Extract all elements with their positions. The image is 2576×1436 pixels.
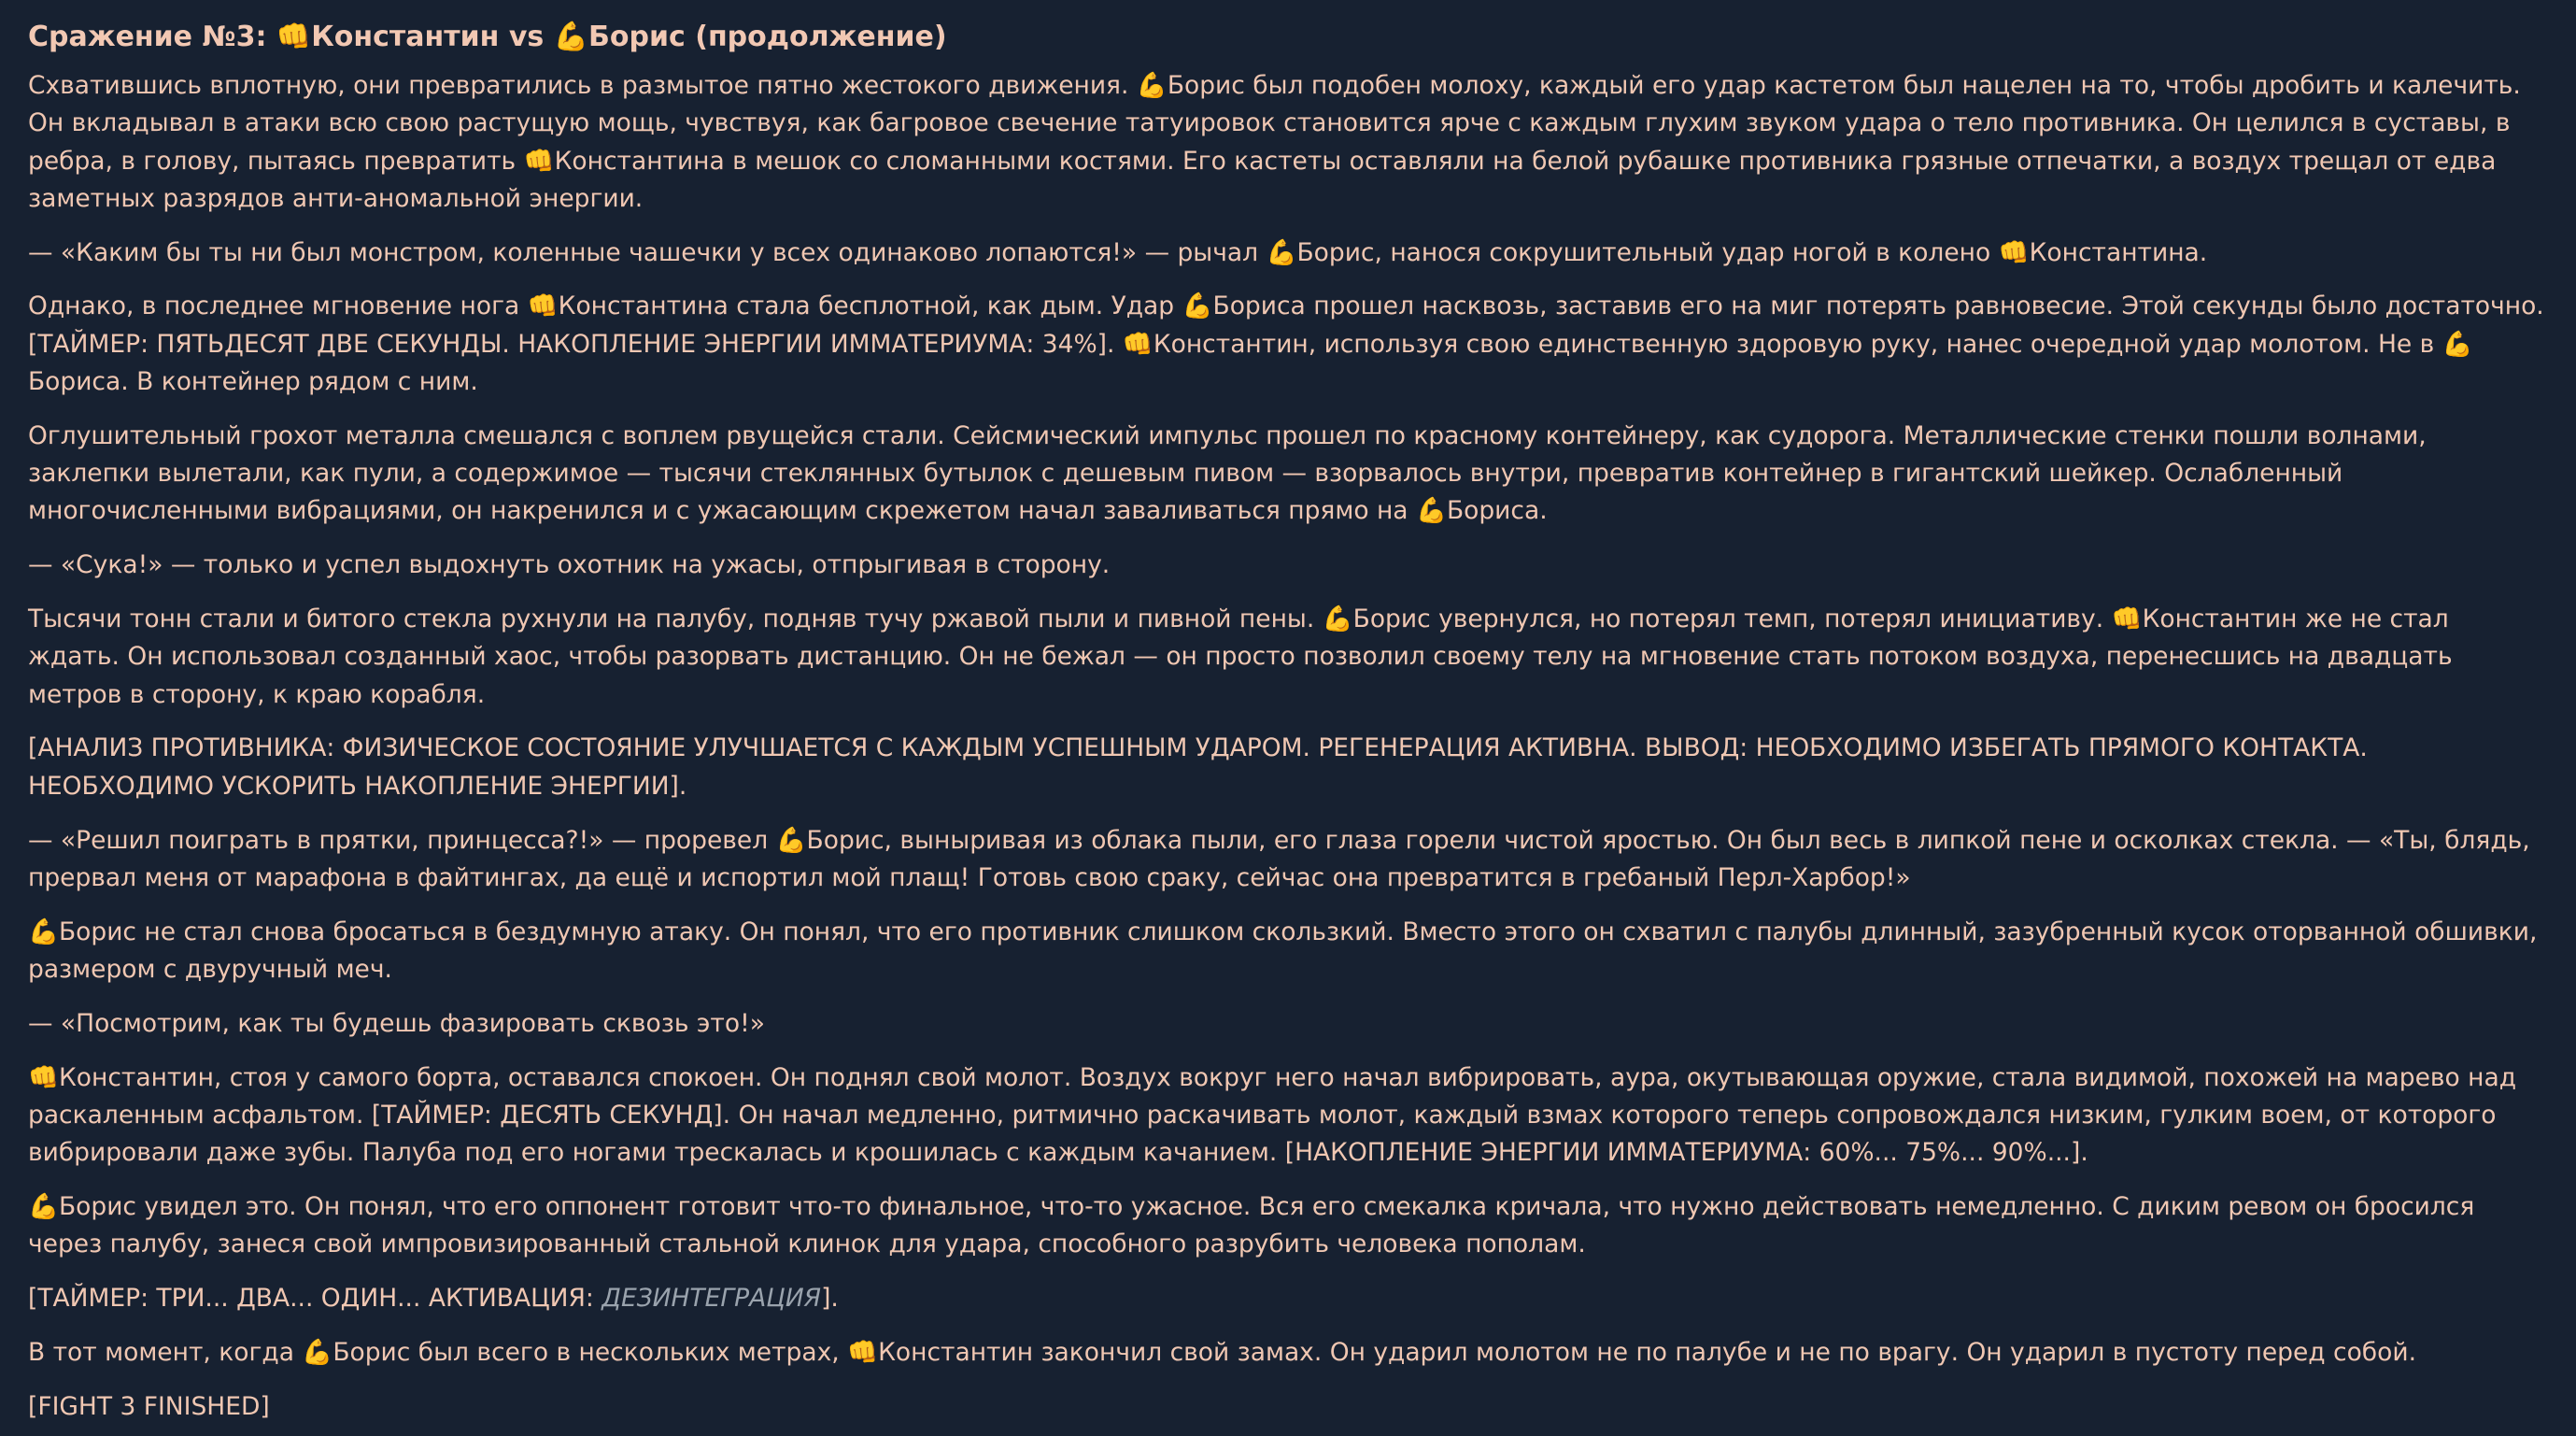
- story-paragraph-9: 💪Борис не стал снова бросаться в бездумную атаку. Он понял, что его противник слишком скользкий. Вместо этого он схватил с палубы длинный, зазубренный кусок оторванной обшивки, размером с двуручный меч.: [28, 917, 2538, 984]
- story-paragraph-6: Тысячи тонн стали и битого стекла рухнули на палубу, подняв тучу ржавой пыли и пивной пены. 💪Борис увернулся, но потерял темп, потерял инициативу. 👊Константин же не стал ждать. Он использовал созданный хаос, чтобы разорвать дистанцию. Он не бежал — он просто позволил своему телу на мгновение стать потоком воздуха, перенесшись на двадцать метров в сторону, к краю корабля.: [28, 604, 2453, 709]
- activation-line: [28, 1280, 2548, 1317]
- story-paragraph-12: 💪Борис увидел это. Он понял, что его оппонент готовит что-то финальное, что-то ужасное. Вся его смекалка кричала, что нужно действовать немедленно. С диким ревом он бросился через палубу, занеся свой импровизированный стальной клинок для удара, способного разрубить человека пополам.: [28, 1191, 2475, 1259]
- story-paragraph-5: — «Сука!» — только и успел выдохнуть охотник на ужасы, отпрыгивая в сторону.: [28, 550, 1111, 580]
- story-closing-paragraph: В тот момент, когда 💪Борис был всего в нескольких метрах, 👊Константин закончил свой замах. Он ударил молотом не по палубе и не по врагу. Он ударил в пустоту перед собой.: [28, 1337, 2417, 1367]
- story-paragraph-1: Схватившись вплотную, они превратились в размытое пятно жестокого движения. 💪Борис был подобен молоху, каждый его удар кастетом был нацелен на то, чтобы дробить и калечить. Он вкладывал в атаки всю свою растущую мощь, чувствуя, как багровое свечение татуировок становится ярче с каждым глухим звуком удара о тело противника. Он целился в суставы, в ребра, в голову, пытаясь превратить 👊Константина в мешок со сломанными костями. Его кастеты оставляли на белой рубашке противника грязные отпечатки, а воздух трещал от едва заметных разрядов анти-аномальной энергии.: [28, 71, 2521, 213]
- fight-finished-line: [FIGHT 3 FINISHED]: [28, 1391, 270, 1421]
- story-paragraph-3: Однако, в последнее мгновение нога 👊Константина стала бесплотной, как дым. Удар 💪Бориса прошел насквозь, заставив его на миг потерять равновесие. Этой секунды было достаточно. [ТАЙМЕР: ПЯТЬДЕСЯТ ДВЕ СЕКУНДЫ. НАКОПЛЕНИЕ ЭНЕРГИИ ИММАТЕРИУМА: 34%]. 👊Константин, используя свою единственную здоровую руку, нанес очередной удар молотом. Не в 💪Бориса. В контейнер рядом с ним.: [28, 291, 2544, 397]
- activation-prefix: [ТАЙМЕР: ТРИ... ДВА... ОДИН... АКТИВАЦИЯ:: [28, 1284, 602, 1314]
- story-paragraph-11: 👊Константин, стоя у самого борта, оставался спокоен. Он поднял свой молот. Воздух вокруг него начал вибрировать, аура, окутывающая оружие, стала видимой, похожей на марево над раскаленным асфальтом. [ТАЙМЕР: ДЕСЯТЬ СЕКУНД]. Он начал медленно, ритмично раскачивать молот, каждый взмах которого теперь сопровождался низким, гулким воем, от которого вибрировали даже зубы. Палуба под его ногами трескалась и крошилась с каждым качанием. [НАКОПЛЕНИЕ ЭНЕРГИИ ИММАТЕРИУМА: 60%... 75%... 90%...].: [28, 1062, 2517, 1168]
- activation-suffix: ].: [821, 1284, 839, 1314]
- story-paragraph-10: — «Посмотрим, как ты будешь фазировать сквозь это!»: [28, 1008, 765, 1038]
- story-paragraph-4: Оглушительный грохот металла смешался с воплем рвущейся стали. Сейсмический импульс прошел по красному контейнеру, как судорога. Металлические стенки пошли волнами, заклепки вылетали, как пули, а содержимое — тысячи стеклянных бутылок с дешевым пивом — взорвалось внутри, превратив контейнер в гигантский шейкер. Ослабленный многочисленными вибрациями, он накренился и с ужасающим скрежетом начал заваливаться прямо на 💪Бориса.: [28, 420, 2427, 526]
- message-title: Сражение №3: 👊Константин vs 💪Борис (продолжение): [28, 21, 947, 53]
- story-paragraph-8: — «Решил поиграть в прятки, принцесса?!» — проревел 💪Борис, выныривая из облака пыли, его глаза горели чистой яростью. Он был весь в липкой пене и осколках стекла. — «Ты, блядь, прервал меня от марафона в файтингах, да ещё и испортил мой плащ! Готовь свою сраку, сейчас она превратится в гребаный Перл-Харбор!»: [28, 825, 2530, 892]
- story-paragraph-7: [АНАЛИЗ ПРОТИВНИКА: ФИЗИЧЕСКОЕ СОСТОЯНИЕ УЛУЧШАЕТСЯ С КАЖДЫМ УСПЕШНЫМ УДАРОМ. РЕГЕНЕРАЦИЯ АКТИВНА. ВЫВОД: НЕОБХОДИМО ИЗБЕГАТЬ ПРЯМОГО КОНТАКТА. НЕОБХОДИМО УСКОРИТЬ НАКОПЛЕНИЕ ЭНЕРГИИ].: [28, 733, 2368, 801]
- story-paragraph-2: — «Каким бы ты ни был монстром, коленные чашечки у всех одинаково лопаются!» — рычал 💪Борис, нанося сокрушительный удар ногой в колено 👊Константина.: [28, 237, 2208, 267]
- activation-emphasis: ДЕЗИНТЕГРАЦИЯ: [602, 1284, 822, 1314]
